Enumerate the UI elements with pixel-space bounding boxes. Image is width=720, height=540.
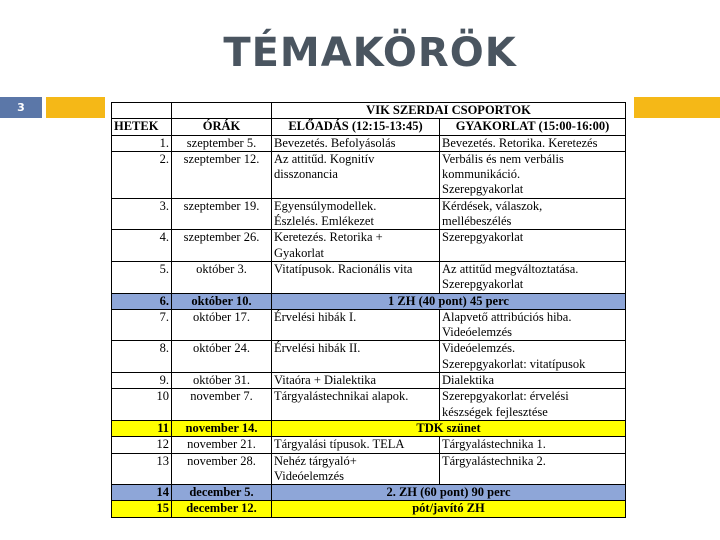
week-cell: 2.: [112, 151, 172, 198]
schedule-body: [112, 135, 626, 517]
date-cell: október 17.: [172, 309, 272, 341]
merged-event-cell: pót/javító ZH: [272, 501, 626, 517]
week-cell: 7.: [112, 309, 172, 341]
merged-event-cell: 1 ZH (40 pont) 45 perc: [272, 293, 626, 309]
schedule-table: [111, 102, 626, 518]
lecture-line: Érvelési hibák I.: [274, 309, 357, 324]
practice-cell: [440, 261, 626, 293]
table-row: [112, 293, 626, 309]
practice-line: készségek fejlesztése: [442, 404, 548, 419]
lecture-line: Videóelemzés: [274, 468, 345, 483]
lecture-line: Bevezetés. Befolyásolás: [274, 135, 396, 150]
header-practice: GYAKORLAT (15:00-16:00): [440, 119, 626, 135]
date-cell: szeptember 26.: [172, 230, 272, 262]
practice-line: Az attitűd megváltoztatása.: [442, 261, 579, 276]
lecture-line: Tárgyalási típusok. TELA: [274, 437, 405, 452]
practice-line: Szerepgyakorlat: érvelési: [442, 389, 569, 404]
table-row: [112, 485, 626, 501]
table-group-row: [112, 103, 626, 119]
lecture-cell: [272, 453, 440, 485]
week-cell: 1.: [112, 135, 172, 151]
practice-line: Kérdések, válaszok,: [442, 198, 543, 213]
week-cell: 14: [112, 485, 172, 501]
practice-line: kommunikáció.: [442, 167, 521, 182]
date-cell: október 24.: [172, 341, 272, 373]
table-row: [112, 341, 626, 373]
lecture-line: disszonancia: [274, 167, 338, 182]
practice-line: Szerepgyakorlat: [442, 182, 524, 197]
date-cell: november 7.: [172, 389, 272, 421]
slide-title: TÉMAKÖRÖK: [223, 30, 517, 76]
table-row: [112, 151, 626, 198]
lecture-line: Az attitűd. Kognitív: [274, 151, 375, 166]
date-cell: november 28.: [172, 453, 272, 485]
practice-cell: [440, 389, 626, 421]
week-cell: 11: [112, 420, 172, 436]
practice-cell: [440, 309, 626, 341]
date-cell: december 5.: [172, 485, 272, 501]
lecture-line: Érvelési hibák II.: [274, 341, 361, 356]
table-row: [112, 198, 626, 230]
practice-cell: [440, 453, 626, 485]
lecture-cell: [272, 437, 440, 453]
week-cell: 3.: [112, 198, 172, 230]
week-cell: 5.: [112, 261, 172, 293]
date-cell: október 31.: [172, 373, 272, 389]
practice-cell: [440, 135, 626, 151]
practice-cell: [440, 151, 626, 198]
practice-line: Alapvető attribúciós hiba.: [442, 309, 572, 324]
lecture-cell: [272, 135, 440, 151]
practice-line: Szerepgyakorlat: vitatípusok: [442, 356, 586, 371]
practice-line: Videóelemzés.: [442, 341, 516, 356]
practice-cell: [440, 341, 626, 373]
merged-event-cell: TDK szünet: [272, 420, 626, 436]
week-cell: 8.: [112, 341, 172, 373]
practice-cell: [440, 230, 626, 262]
lecture-line: Észlelés. Emlékezet: [274, 214, 374, 229]
accent-bar-right: [634, 97, 720, 118]
group-title: VIK SZERDAI CSOPORTOK: [272, 103, 626, 119]
week-cell: 13: [112, 453, 172, 485]
table-row: [112, 261, 626, 293]
lecture-line: Vitatípusok. Racionális vita: [274, 261, 413, 276]
table-row: [112, 135, 626, 151]
header-week: HETEK: [112, 119, 172, 135]
table-header-row: [112, 119, 626, 135]
week-cell: 6.: [112, 293, 172, 309]
date-cell: november 21.: [172, 437, 272, 453]
merged-event-cell: 2. ZH (60 pont) 90 perc: [272, 485, 626, 501]
date-cell: december 12.: [172, 501, 272, 517]
lecture-line: Vitaóra + Dialektika: [274, 373, 377, 388]
table-row: [112, 389, 626, 421]
table-row: [112, 437, 626, 453]
lecture-line: Gyakorlat: [274, 245, 324, 260]
practice-line: Bevezetés. Retorika. Keretezés: [442, 135, 598, 150]
table-row: [112, 501, 626, 517]
accent-bar-left: [46, 97, 105, 118]
practice-line: Tárgyalástechnika 2.: [442, 453, 546, 468]
week-cell: 15: [112, 501, 172, 517]
header-lecture: ELŐADÁS (12:15-13:45): [272, 119, 440, 135]
week-cell: 9.: [112, 373, 172, 389]
lecture-cell: [272, 151, 440, 198]
lecture-cell: [272, 198, 440, 230]
lecture-line: Tárgyalástechnikai alapok.: [274, 389, 409, 404]
practice-line: Szerepgyakorlat: [442, 230, 524, 245]
practice-line: Verbális és nem verbális: [442, 151, 564, 166]
table-row: [112, 230, 626, 262]
date-cell: szeptember 12.: [172, 151, 272, 198]
practice-line: Szerepgyakorlat: [442, 277, 524, 292]
lecture-cell: [272, 261, 440, 293]
lecture-line: Nehéz tárgyaló+: [274, 453, 357, 468]
week-cell: 12: [112, 437, 172, 453]
table-row: [112, 309, 626, 341]
lecture-line: Keretezés. Retorika +: [274, 230, 383, 245]
lecture-cell: [272, 373, 440, 389]
practice-line: mellébeszélés: [442, 214, 512, 229]
date-cell: október 3.: [172, 261, 272, 293]
week-cell: 4.: [112, 230, 172, 262]
lecture-cell: [272, 389, 440, 421]
date-cell: október 10.: [172, 293, 272, 309]
practice-line: Tárgyalástechnika 1.: [442, 437, 546, 452]
lecture-cell: [272, 341, 440, 373]
practice-cell: [440, 373, 626, 389]
date-cell: szeptember 5.: [172, 135, 272, 151]
practice-line: Videóelemzés: [442, 325, 513, 340]
table-row: [112, 373, 626, 389]
slide-number: 3: [0, 97, 42, 118]
practice-cell: [440, 437, 626, 453]
practice-cell: [440, 198, 626, 230]
table-row: [112, 453, 626, 485]
week-cell: 10: [112, 389, 172, 421]
lecture-cell: [272, 309, 440, 341]
date-cell: november 14.: [172, 420, 272, 436]
lecture-cell: [272, 230, 440, 262]
header-date: ÓRÁK: [172, 119, 272, 135]
table-row: [112, 420, 626, 436]
date-cell: szeptember 19.: [172, 198, 272, 230]
practice-line: Dialektika: [442, 373, 495, 388]
lecture-line: Egyensúlymodellek.: [274, 198, 377, 213]
